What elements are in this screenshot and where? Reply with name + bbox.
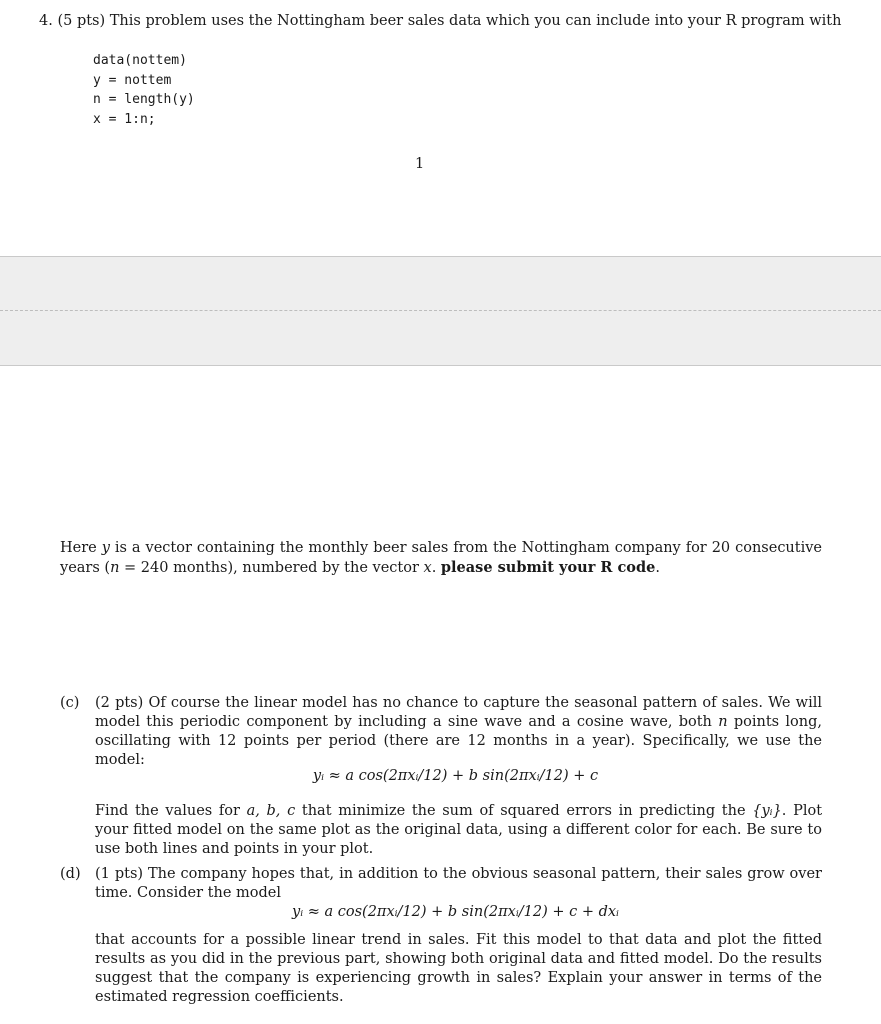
part-d-equation: yᵢ ≈ a cos(2πxᵢ/12) + b sin(2πxᵢ/12) + c + dxᵢ <box>292 904 619 920</box>
problem-number: 4. <box>39 13 53 29</box>
data-description: Here y is a vector containing the monthly beer sales from the Nottingham company for 20 consecutive years (n = 240 months), numbered by the vector x. please submit your R code. <box>60 540 823 576</box>
problem-points: (5 pts) <box>57 13 106 29</box>
part-d-text: (1 pts) The company hopes that, in addition to the obvious seasonal pattern, their sales grow over time. Consider the model <box>95 866 822 901</box>
code-line: x = 1:n; <box>93 111 156 127</box>
part-c-followup: Find the values for a, b, c that minimize the sum of squared errors in predicting the {yᵢ}. Plot your fitted model on the same plot as the original data, using a different color for each. Be sure to use both lines and points in your plot. <box>95 803 823 857</box>
code-line: y = nottem <box>93 72 172 88</box>
part-c-equation: yᵢ ≈ a cos(2πxᵢ/12) + b sin(2πxᵢ/12) + c <box>312 768 599 784</box>
part-c-text: (2 pts) Of course the linear model has no chance to capture the seasonal pattern of sales. We will model this periodic component by including a sine wave and a cosine wave, both n points long, oscillating with 12 points per period (there are 12 months in a year). Specifically, we use the model: <box>95 695 822 768</box>
part-d-label: (d) <box>60 866 81 882</box>
part-c-label: (c) <box>60 695 80 711</box>
page-number: 1 <box>415 156 425 172</box>
submit-instruction: please submit your R code <box>440 559 656 576</box>
code-line: n = length(y) <box>93 92 195 107</box>
problem-intro <box>39 12 869 31</box>
code-line: data(nottem) <box>93 53 187 68</box>
part-d-followup: that accounts for a possible linear trend in sales. Fit this model to that data and plot the fitted results as you did in the previous part, showing both original data and fitted model. Do the results suggest that the company is experiencing growth in sales? Explain your answer in terms of the estimated regression coefficients. <box>95 932 822 1005</box>
problem-intro-text: This problem uses the Nottingham beer sales data which you can include into your R program with <box>109 13 842 29</box>
code-block <box>93 51 195 129</box>
page-break <box>0 256 881 366</box>
page-break-divider <box>0 310 881 311</box>
